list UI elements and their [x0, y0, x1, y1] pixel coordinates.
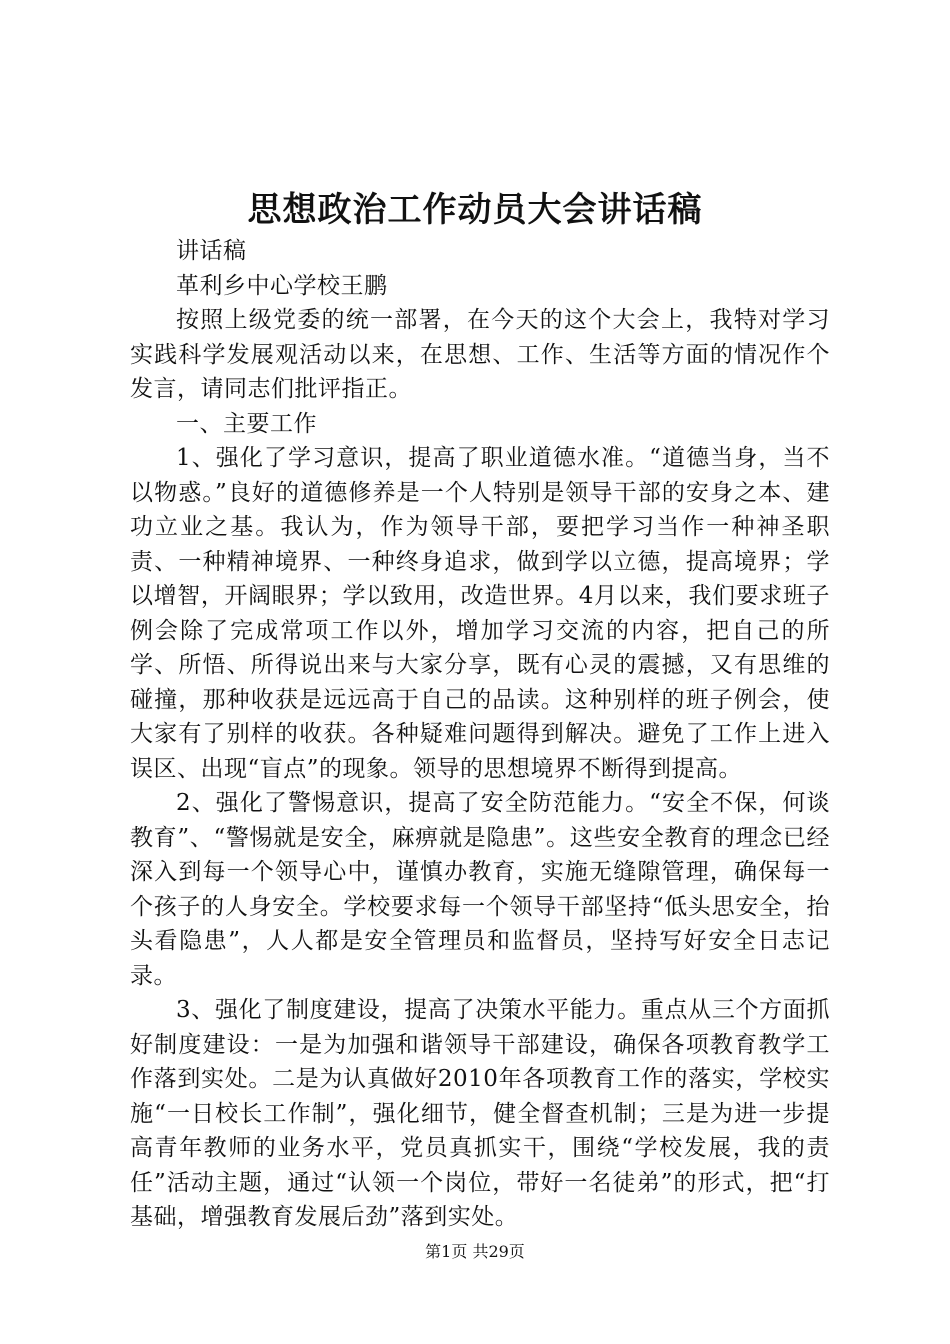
page-number-footer: 第1页 共29页 [425, 1242, 525, 1261]
section-heading-main-work: 一、主要工作 [176, 410, 317, 437]
document-body [130, 234, 830, 1235]
paragraph-item-1: 1、强化了学习意识，提高了职业道德水准。“道德当身，当不以物惑。”良好的道德修养是一个人特别是领导干部的安身之本、建功立业之基。我认为，作为领导干部，要把学习当作一种神圣职责、一种精神境界、一种终身追求，做到学以立德，提高境界；学以增智，开阔眼界；学以致用，改造世界。4月以来，我们要求班子例会除了完成常项工作以外，增加学习交流的内容，把自己的所学、所悟、所得说出来与大家分享，既有心灵的震撼，又有思维的碰撞，那种收获是远远高于自己的品读。这种别样的班子例会，使大家有了别样的收获。各种疑难问题得到解决。避免了工作上进入误区、出现“盲点”的现象。领导的思想境界不断得到提高。 [130, 445, 830, 782]
paragraph-heading-label: 讲话稿 [176, 238, 247, 264]
paragraph-intro: 按照上级党委的统一部署，在今天的这个大会上，我特对学习实践科学发展观活动以来，在思想、工作、生活等方面的情况作个发言，请同志们批评指正。 [130, 307, 830, 402]
paragraph-author: 革利乡中心学校王鹏 [176, 272, 388, 299]
document-title: 思想政治工作动员大会讲话稿 [247, 190, 703, 230]
paragraph-item-2: 2、强化了警惕意识，提高了安全防范能力。“安全不保，何谈教育”、“警惕就是安全，麻痹就是隐患”。这些安全教育的理念已经深入到每一个领导心中，谨慎办教育，实施无缝隙管理，确保每一个孩子的人身安全。学校要求每一个领导干部坚持“低头思安全，抬头看隐患”，人人都是安全管理员和监督员，坚持写好安全日志记录。 [130, 790, 830, 989]
paragraph-item-3: 3、强化了制度建设，提高了决策水平能力。重点从三个方面抓好制度建设：一是为加强和谐领导干部建设，确保各项教育教学工作落到实处。二是为认真做好2010年各项教育工作的落实，学校实施“一日校长工作制”，强化细节，健全督查机制；三是为进一步提高青年教师的业务水平，党员真抓实干，围绕“学校发展，我的责任”活动主题，通过“认领一个岗位，带好一名徒弟”的形式，把“打基础，增强教育发展后劲”落到实处。 [130, 997, 830, 1230]
